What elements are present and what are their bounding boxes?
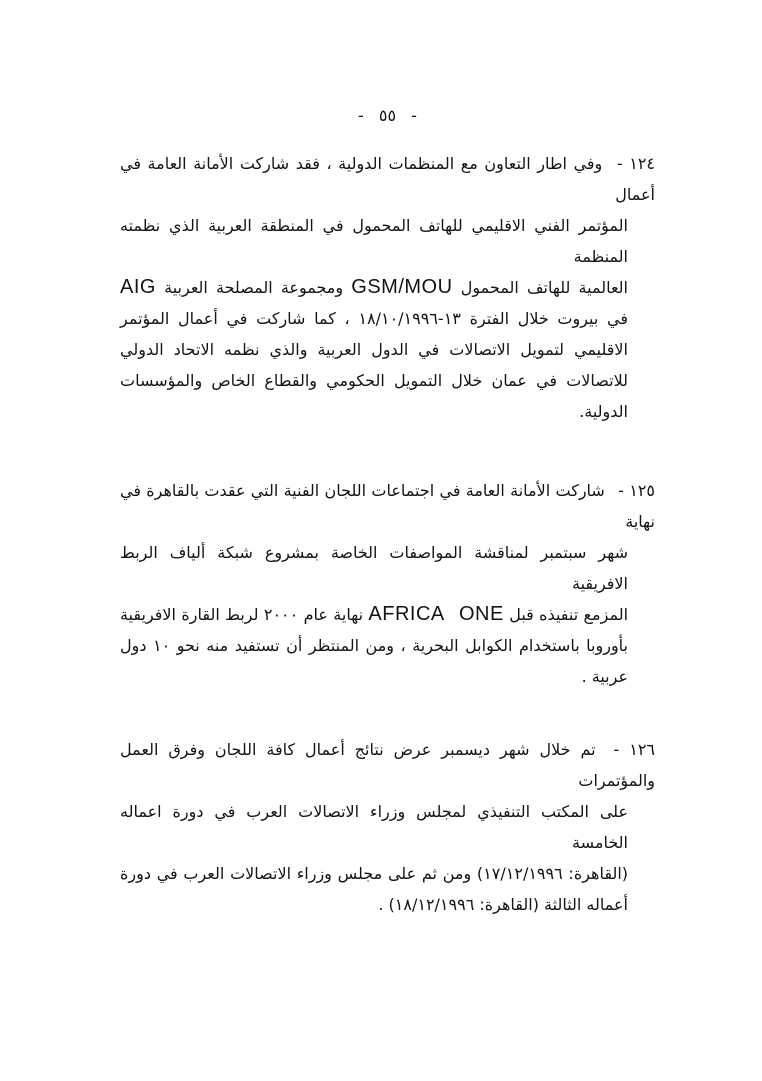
text-line bbox=[120, 796, 655, 858]
arabic-text: المؤتمر الفني الاقليمي للهاتف المحمول في المنطقة العربية الذي نظمته المنظمة bbox=[120, 216, 628, 266]
text-line bbox=[120, 661, 655, 692]
text-line bbox=[120, 365, 655, 396]
text-line bbox=[120, 537, 655, 599]
arabic-text: المزمع تنفيذه قبل bbox=[509, 605, 629, 624]
arabic-text: نهاية عام ٢٠٠٠ لربط القارة الافريقية bbox=[120, 605, 364, 624]
text-line bbox=[120, 734, 655, 796]
text-line bbox=[120, 475, 655, 537]
paragraph-125 bbox=[120, 475, 655, 692]
text-line bbox=[120, 889, 655, 920]
arabic-text: عربية . bbox=[581, 667, 628, 686]
arabic-text: وفي اطار التعاون مع المنظمات الدولية ، فقد شاركت الأمانة العامة في أعمال bbox=[120, 154, 655, 204]
latin-text: AFRICA ONE bbox=[368, 603, 504, 625]
latin-text: AIG bbox=[120, 276, 156, 298]
arabic-text: شاركت الأمانة العامة في اجتماعات اللجان الفنية التي عقدت بالقاهرة في نهاية bbox=[120, 481, 655, 531]
latin-text: GSM/MOU bbox=[351, 276, 453, 298]
arabic-text: على المكتب التنفيذي لمجلس وزراء الاتصالات العرب في دورة اعماله الخامسة bbox=[120, 802, 628, 852]
text-line bbox=[120, 148, 655, 210]
text-line bbox=[120, 334, 655, 365]
paragraph-number: ١٢٤ - bbox=[616, 154, 656, 173]
paragraph-number: ١٢٥ - bbox=[618, 481, 656, 500]
arabic-text: شهر سبتمبر لمناقشة المواصفات الخاصة بمشروع شبكة ألياف الربط الافريقية bbox=[120, 543, 628, 593]
text-line bbox=[120, 210, 655, 272]
text-line bbox=[120, 272, 655, 303]
paragraph-126 bbox=[120, 734, 655, 920]
text-block bbox=[120, 104, 655, 920]
arabic-text: تم خلال شهر ديسمبر عرض نتائج أعمال كافة اللجان وفرق العمل والمؤتمرات bbox=[120, 740, 655, 790]
paragraphs bbox=[120, 148, 655, 920]
arabic-text: الدولية. bbox=[579, 402, 628, 421]
text-line bbox=[120, 599, 655, 630]
page-number: - ٥٥ - bbox=[358, 106, 417, 125]
arabic-text: بأوروبا باستخدام الكوابل البحرية ، ومن المنتظر أن تستفيد منه نحو ١٠ دول bbox=[120, 636, 629, 655]
text-line bbox=[120, 630, 655, 661]
paragraph-124 bbox=[120, 148, 655, 427]
text-line bbox=[120, 858, 655, 889]
arabic-text: العالمية للهاتف المحمول bbox=[460, 278, 628, 297]
text-line bbox=[120, 396, 655, 427]
arabic-text: (القاهرة: ١٧/١٢/١٩٩٦) ومن ثم على مجلس وزراء الاتصالات العرب في دورة bbox=[120, 864, 629, 883]
arabic-text: في بيروت خلال الفترة ١٣-١٨/١٠/١٩٩٦ ، كما شاركت في أعمال المؤتمر bbox=[120, 309, 628, 328]
arabic-text: الاقليمي لتمويل الاتصالات في الدول العربية والذي نظمه الاتحاد الدولي bbox=[120, 340, 628, 359]
text-line bbox=[120, 303, 655, 334]
arabic-text: ومجموعة المصلحة العربية bbox=[164, 278, 344, 297]
arabic-text: للاتصالات في عمان خلال التمويل الحكومي والقطاع الخاص والمؤسسات bbox=[120, 371, 628, 390]
paragraph-number: ١٢٦ - bbox=[613, 740, 656, 759]
arabic-text: أعماله الثالثة (القاهرة: ١٨/١٢/١٩٩٦) . bbox=[378, 895, 628, 914]
